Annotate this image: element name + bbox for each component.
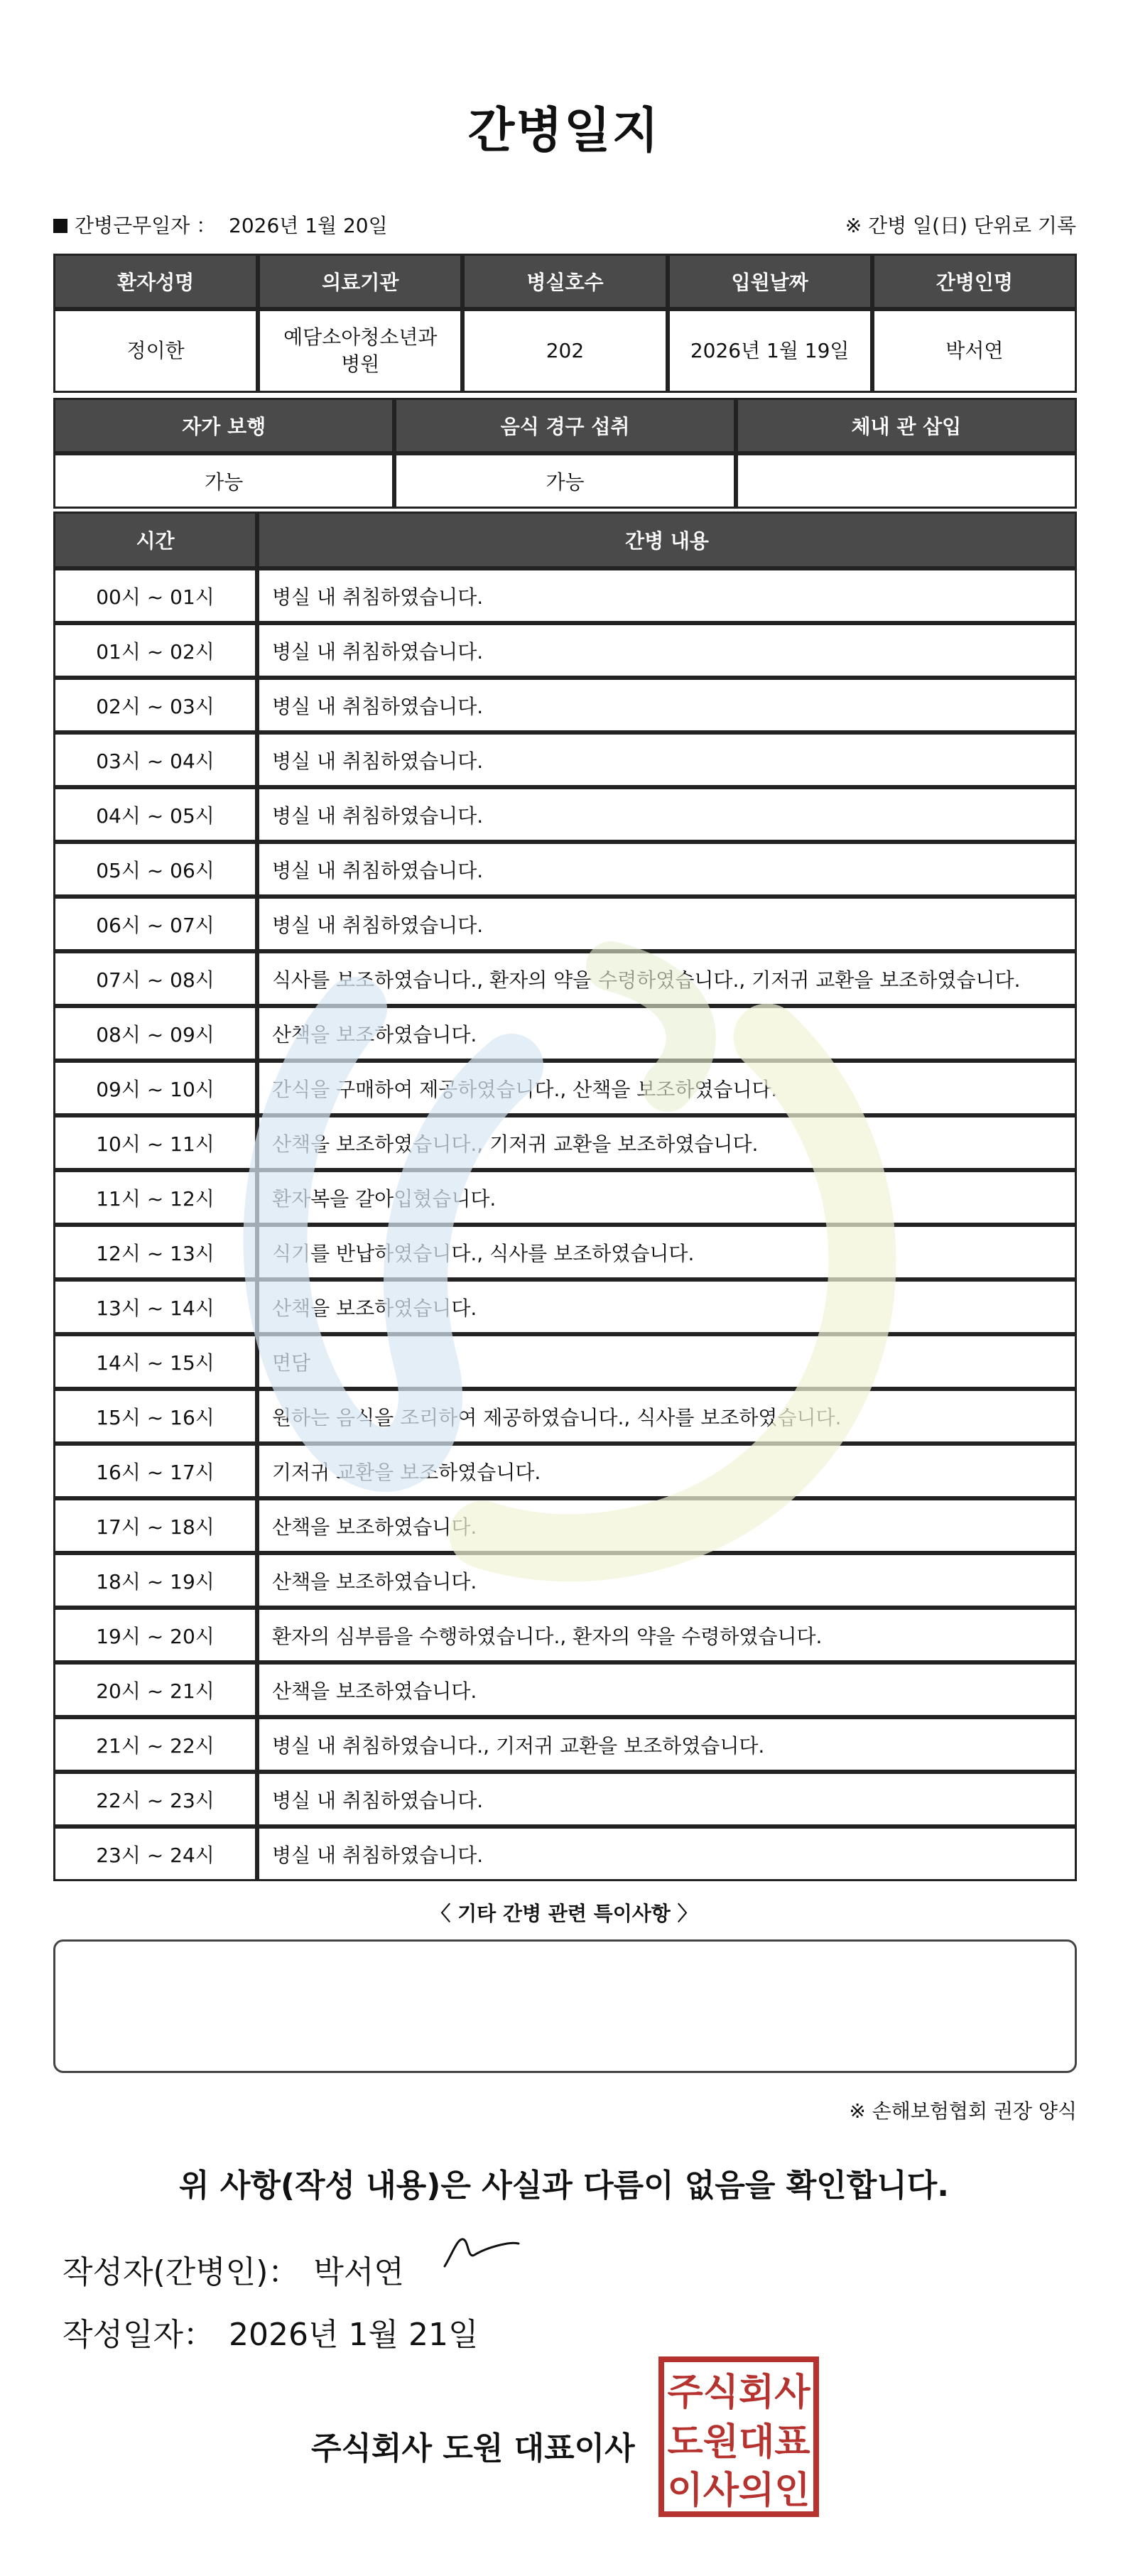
seal-line-2: 도원대표 [667,2421,810,2464]
log-row [53,1608,1077,1662]
log-time: 13시 ~ 14시 [53,1279,257,1334]
log-time: 05시 ~ 06시 [53,842,257,897]
log-row [53,842,1077,897]
log-row [53,1772,1077,1827]
log-time: 20시 ~ 21시 [53,1662,257,1717]
log-row [53,1498,1077,1553]
writer-name: 박서연 [313,2254,404,2290]
log-time: 14시 ~ 15시 [53,1334,257,1389]
log-row [53,568,1077,623]
tube-insertion-value [736,453,1077,509]
header-admission-date: 입원날짜 [668,254,872,309]
log-time: 16시 ~ 17시 [53,1444,257,1498]
log-time: 04시 ~ 05시 [53,787,257,842]
log-row [53,1115,1077,1170]
header-patient-name: 환자성명 [53,254,258,309]
patient-info-header-row [53,254,1077,309]
log-time: 18시 ~ 19시 [53,1553,257,1608]
log-time: 01시 ~ 02시 [53,623,257,678]
log-row [53,1553,1077,1608]
status-value-row [53,453,1077,509]
status-header-row [53,398,1077,453]
page-title: 간병일지 [467,103,661,159]
log-row [53,732,1077,787]
written-date-row [63,2309,478,2354]
seal-line-1: 주식회사 [667,2371,810,2414]
log-row [53,678,1077,732]
room-number: 202 [462,309,667,393]
log-row [53,1279,1077,1334]
special-notes-title: 〈 기타 간병 관련 특이사항 〉 [430,1902,698,1925]
log-row [53,1827,1077,1881]
header-caregiver-name: 간병인명 [872,254,1077,309]
log-content: 간식을 구매하여 제공하였습니다., 산책을 보조하였습니다. [257,1061,1077,1115]
special-notes-box [53,1939,1077,2073]
work-date-label: 간병근무일자 ： [75,214,217,237]
log-time: 09시 ~ 10시 [53,1061,257,1115]
log-row [53,1444,1077,1498]
log-content: 병실 내 취침하였습니다. [257,568,1077,623]
log-time: 22시 ~ 23시 [53,1772,257,1827]
log-content: 병실 내 취침하였습니다. [257,678,1077,732]
log-time: 11시 ~ 12시 [53,1170,257,1225]
log-content: 병실 내 취침하였습니다. [257,1772,1077,1827]
patient-info-table [53,254,1077,393]
log-content: 병실 내 취침하였습니다. [257,623,1077,678]
log-content: 산책을 보조하였습니다. [257,1662,1077,1717]
hospital-name-text: 예담소아청소년과병원 [283,325,438,376]
log-row [53,1334,1077,1389]
log-time: 06시 ~ 07시 [53,897,257,951]
log-time: 00시 ~ 01시 [53,568,257,623]
log-time: 12시 ~ 13시 [53,1225,257,1279]
log-row [53,951,1077,1006]
oral-intake-value: 가능 [394,453,735,509]
hourly-care-log-table [53,512,1077,1881]
handwritten-signature [442,2231,520,2273]
log-row [53,623,1077,678]
writer-label: 작성자(간병인)： [63,2254,300,2290]
admission-date: 2026년 1월 19일 [668,309,872,393]
patient-info-value-row [53,309,1077,393]
log-content: 산책을 보조하였습니다. [257,1498,1077,1553]
log-content: 식기를 반납하였습니다., 식사를 보조하였습니다. [257,1225,1077,1279]
log-content: 병실 내 취침하였습니다. [257,787,1077,842]
log-content: 산책을 보조하였습니다. [257,1553,1077,1608]
log-content: 산책을 보조하였습니다. [257,1006,1077,1061]
writer-row [63,2246,404,2292]
patient-status-table [53,398,1077,509]
log-row [53,787,1077,842]
log-content: 환자의 심부름을 수행하였습니다., 환자의 약을 수령하였습니다. [257,1608,1077,1662]
patient-name: 정이한 [53,309,258,393]
log-time: 02시 ~ 03시 [53,678,257,732]
log-time: 03시 ~ 04시 [53,732,257,787]
log-row [53,1389,1077,1444]
log-header-row [53,512,1077,568]
company-representative: 주식회사 도원 대표이사 [311,2430,635,2467]
log-row [53,1662,1077,1717]
log-row [53,1006,1077,1061]
log-content: 원하는 음식을 조리하여 제공하였습니다., 식사를 보조하였습니다. [257,1389,1077,1444]
log-body [53,568,1077,1881]
log-time: 10시 ~ 11시 [53,1115,257,1170]
log-time: 21시 ~ 22시 [53,1717,257,1772]
header-care-content: 간병 내용 [257,512,1077,568]
log-content: 산책을 보조하였습니다. [257,1279,1077,1334]
log-time: 23시 ~ 24시 [53,1827,257,1881]
log-content: 산책을 보조하였습니다., 기저귀 교환을 보조하였습니다. [257,1115,1077,1170]
log-content: 병실 내 취침하였습니다. [257,842,1077,897]
written-date-label: 작성일자： [63,2317,215,2353]
work-date [53,210,388,239]
log-content: 환자복을 갈아입혔습니다. [257,1170,1077,1225]
log-time: 19시 ~ 20시 [53,1608,257,1662]
daily-record-note: ※ 간병 일(日) 단위로 기록 [845,214,1076,237]
hospital-name [258,309,462,393]
log-content: 기저귀 교환을 보조하였습니다. [257,1444,1077,1498]
log-row [53,897,1077,951]
log-content: 병실 내 취침하였습니다. [257,1827,1077,1881]
log-time: 17시 ~ 18시 [53,1498,257,1553]
written-date: 2026년 1월 21일 [229,2317,479,2353]
caregiver-name: 박서연 [872,309,1077,393]
log-row [53,1170,1077,1225]
log-content: 병실 내 취침하였습니다., 기저귀 교환을 보조하였습니다. [257,1717,1077,1772]
company-seal-stamp [657,2355,820,2518]
header-hospital: 의료기관 [258,254,462,309]
log-content: 식사를 보조하였습니다., 환자의 약을 수령하였습니다., 기저귀 교환을 보조하였습니다. [257,951,1077,1006]
work-date-value: 2026년 1월 20일 [229,214,388,237]
log-time: 07시 ~ 08시 [53,951,257,1006]
recommended-form-note: ※ 손해보험협회 권장 양식 [849,2099,1077,2123]
header-tube-insertion: 체내 관 삽입 [736,398,1077,453]
log-content: 병실 내 취침하였습니다. [257,732,1077,787]
log-time: 15시 ~ 16시 [53,1389,257,1444]
log-row [53,1717,1077,1772]
log-row [53,1061,1077,1115]
log-content: 면담 [257,1334,1077,1389]
header-room-number: 병실호수 [462,254,667,309]
confirmation-statement: 위 사항(작성 내용)은 사실과 다름이 없음을 확인합니다. [179,2168,949,2204]
header-self-walking: 자가 보행 [53,398,394,453]
seal-line-3: 이사의인 [667,2469,810,2512]
self-walking-value: 가능 [53,453,394,509]
work-date-row [53,210,1076,242]
header-time: 시간 [53,512,257,568]
header-oral-intake: 음식 경구 섭취 [394,398,735,453]
log-row [53,1225,1077,1279]
log-time: 08시 ~ 09시 [53,1006,257,1061]
log-content: 병실 내 취침하였습니다. [257,897,1077,951]
square-bullet-icon [53,219,67,233]
